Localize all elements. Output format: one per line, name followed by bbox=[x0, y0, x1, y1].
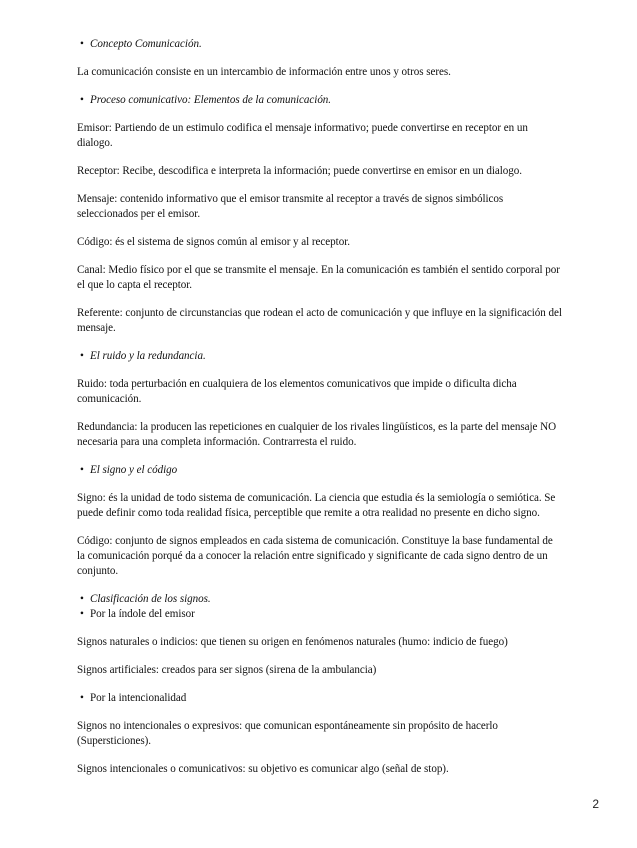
paragraph-canal bbox=[77, 263, 601, 293]
paragraph-line: necesaria para una completa información. Contrarresta el ruido. bbox=[77, 436, 357, 448]
paragraph-definition bbox=[77, 65, 601, 80]
bullet-item bbox=[77, 37, 601, 52]
bullet-item bbox=[77, 349, 601, 364]
paragraph-line: Signos artificiales: creados para ser signos (sirena de la ambulancia) bbox=[77, 664, 377, 676]
bullet-item bbox=[77, 463, 601, 478]
paragraph-line: Signos no intencionales o expresivos: que comunican espontáneamente sin propósito de hacerlo bbox=[77, 720, 498, 732]
bullet-icon: • bbox=[80, 464, 84, 476]
paragraph-line: Emisor: Partiendo de un estimulo codifica el mensaje informativo; puede convertirse en receptor en un bbox=[77, 122, 528, 134]
paragraph-emisor bbox=[77, 121, 601, 151]
paragraph-line: Signo: és la unidad de todo sistema de comunicación. La ciencia que estudia és la semiología o semiótica. Se bbox=[77, 492, 556, 504]
section-heading: El signo y el código bbox=[90, 464, 178, 476]
paragraph-line: Canal: Medio físico por el que se transmite el mensaje. En la comunicación es también el sentido corporal por bbox=[77, 264, 560, 276]
paragraph-line: dialogo. bbox=[77, 137, 113, 149]
paragraph-signo bbox=[77, 491, 601, 521]
paragraph-codigo bbox=[77, 235, 601, 250]
paragraph-line: (Supersticiones). bbox=[77, 735, 152, 747]
section-subheading: Por la índole del emisor bbox=[90, 608, 195, 620]
bullet-icon: • bbox=[80, 692, 84, 704]
paragraph-line: Signos intencionales o comunicativos: su objetivo es comunicar algo (señal de stop). bbox=[77, 763, 449, 775]
paragraph-line: la comunicación porqué da a conocer la relación entre significado y significante de cada signo dentro de un bbox=[77, 550, 548, 562]
document-page bbox=[77, 37, 601, 790]
section-clasificacion bbox=[77, 592, 601, 622]
paragraph-line: Receptor: Recibe, descodifica e interpreta la información; puede convertirse en emisor en un dialogo. bbox=[77, 165, 522, 177]
paragraph-line: Redundancia: la producen las repeticiones en cualquier de los rivales lingüísticos, es la parte del mensaje NO bbox=[77, 421, 557, 433]
paragraph-naturales bbox=[77, 635, 601, 650]
paragraph-line: conjunto. bbox=[77, 565, 119, 577]
paragraph-line: puede definir como toda realidad física, perceptible que remite a otra realidad no presente en dicho signo. bbox=[77, 507, 540, 519]
section-heading: Concepto Comunicación. bbox=[90, 38, 202, 50]
section-heading: El ruido y la redundancia. bbox=[90, 350, 206, 362]
paragraph-line: Código: conjunto de signos empleados en cada sistema de comunicación. Constituye la base fundamental de bbox=[77, 535, 553, 547]
paragraph-line: seleccionados per el emisor. bbox=[77, 208, 201, 220]
section-heading: Proceso comunicativo: Elementos de la comunicación. bbox=[90, 94, 332, 106]
bullet-item bbox=[77, 691, 601, 706]
bullet-icon: • bbox=[80, 593, 84, 605]
paragraph-line: Ruido: toda perturbación en cualquiera de los elementos comunicativos que impide o dificulta dicha bbox=[77, 378, 517, 390]
bullet-item bbox=[77, 93, 601, 108]
paragraph-line: Mensaje: contenido informativo que el emisor transmite al receptor a través de signos simbólicos bbox=[77, 193, 504, 205]
paragraph-redundancia bbox=[77, 420, 601, 450]
paragraph-codigo-conjunto bbox=[77, 534, 601, 579]
paragraph-line: Código: és el sistema de signos común al emisor y al receptor. bbox=[77, 236, 350, 248]
paragraph-line: La comunicación consiste en un intercambio de información entre unos y otros seres. bbox=[77, 66, 451, 78]
bullet-icon: • bbox=[80, 350, 84, 362]
paragraph-line: Referente: conjunto de circunstancias que rodean el acto de comunicación y que influye en la significación del bbox=[77, 307, 562, 319]
page-number: 2 bbox=[592, 797, 599, 811]
paragraph-mensaje bbox=[77, 192, 601, 222]
paragraph-receptor bbox=[77, 164, 601, 179]
paragraph-line: mensaje. bbox=[77, 322, 116, 334]
paragraph-line: Signos naturales o indicios: que tienen su origen en fenómenos naturales (humo: indicio de fuego) bbox=[77, 636, 508, 648]
paragraph-ruido bbox=[77, 377, 601, 407]
bullet-item bbox=[77, 607, 601, 622]
paragraph-artificiales bbox=[77, 663, 601, 678]
paragraph-no-intencionales bbox=[77, 719, 601, 749]
bullet-item bbox=[77, 592, 601, 607]
section-heading: Clasificación de los signos. bbox=[90, 593, 211, 605]
section-signo bbox=[77, 463, 601, 478]
paragraph-line: comunicación. bbox=[77, 393, 142, 405]
paragraph-referente bbox=[77, 306, 601, 336]
bullet-icon: • bbox=[80, 608, 84, 620]
bullet-icon: • bbox=[80, 38, 84, 50]
section-ruido bbox=[77, 349, 601, 364]
bullet-icon: • bbox=[80, 94, 84, 106]
section-proceso bbox=[77, 93, 601, 108]
section-concepto bbox=[77, 37, 601, 52]
paragraph-intencionales bbox=[77, 762, 601, 777]
section-subheading: Por la intencionalidad bbox=[90, 692, 187, 704]
paragraph-line: el que lo capta el receptor. bbox=[77, 279, 193, 291]
section-intencionalidad bbox=[77, 691, 601, 706]
